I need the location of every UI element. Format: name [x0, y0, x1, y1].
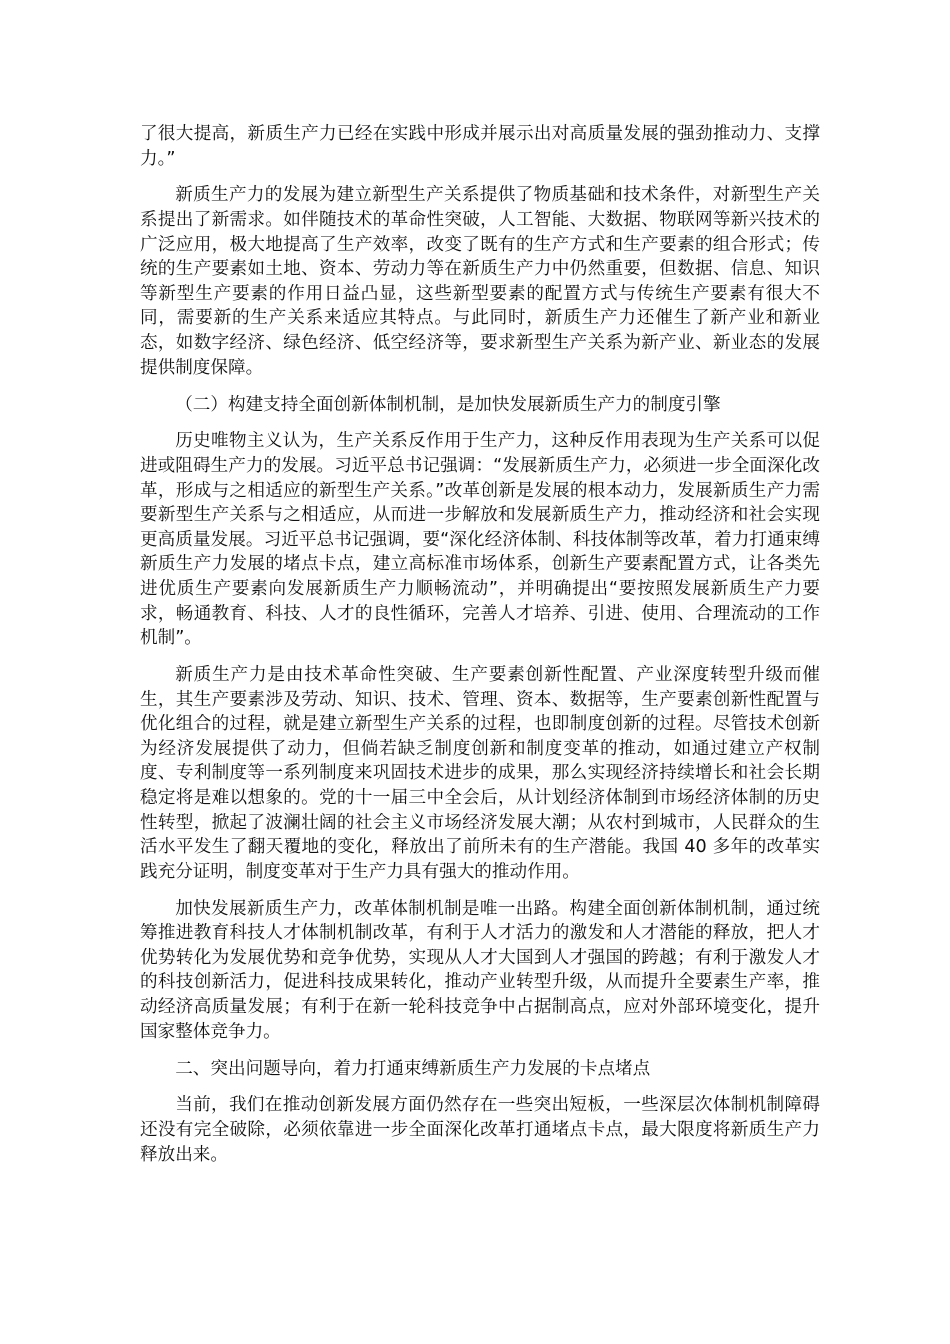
paragraph-historical-materialism: 历史唯物主义认为，生产关系反作用于生产力，这种反作用表现为生产关系可以促进或阻碍生产力的发展。习近平总书记强调：“发展新质生产力，必须进一步全面深化改革，形成与之相适应的新型生产关系。”改革创新是发展的根本动力，发展新质生产力需要新型生产关系与之相适应，从而进一步解放和发展新质生产力，推动经济和社会实现更高质量发展。习近平总书记强调，要“深化经济体制、科技体制等改革，着力打通束缚新质生产力发展的堵点卡点，建立高标准市场体系，创新生产要素配置方式，让各类先进优质生产要素向发展新质生产力顺畅流动”，并明确提出“要按照发展新质生产力要求，畅通教育、科技、人才的良性循环，完善人才培养、引进、使用、合理流动的工作机制”。: [140, 431, 820, 649]
paragraph-reform-path: 加快发展新质生产力，改革体制机制是唯一出路。构建全面创新体制机制，通过统筹推进教育科技人才体制机制改革，有利于人才活力的激发和人才潜能的释放，把人才优势转化为发展优势和竞争优势，实现从人才大国到人才强国的跨越；有利于激发人才的科技创新活力，促进科技成果转化，推动产业转型升级，从而提升全要素生产率，推动经济高质量发展；有利于在新一轮科技竞争中占据制高点，应对外部环境变化，提升国家整体竞争力。: [140, 898, 820, 1042]
paragraph-new-production-relations: 新质生产力的发展为建立新型生产关系提供了物质基础和技术条件，对新型生产关系提出了新需求。如伴随技术的革命性突破，人工智能、大数据、物联网等新兴技术的广泛应用，极大地提高了生产效率，改变了既有的生产方式和生产要素的组合形式；传统的生产要素如土地、资本、劳动力等在新质生产力中仍然重要，但数据、信息、知识等新型生产要素的作用日益凸显，这些新型要素的配置方式与传统生产要素有很大不同，需要新的生产关系来适应其特点。与此同时，新质生产力还催生了新产业和新业态，如数字经济、绿色经济、低空经济等，要求新型生产关系为新产业、新业态的发展提供制度保障。: [140, 185, 820, 378]
paragraph-current: 当前，我们在推动创新发展方面仍然存在一些突出短板，一些深层次体制机制障碍还没有完全破除，必须依靠进一步全面深化改革打通堵点卡点，最大限度将新质生产力释放出来。: [140, 1095, 820, 1165]
paragraph-continued: 了很大提高，新质生产力已经在实践中形成并展示出对高质量发展的强劲推动力、支撑力。”: [140, 124, 820, 169]
document-page: [140, 122, 820, 1180]
part-heading-2: 二、突出问题导向，着力打通束缚新质生产力发展的卡点堵点: [175, 1058, 651, 1079]
paragraph-institutional-innovation: 新质生产力是由技术革命性突破、生产要素创新性配置、产业深度转型升级而催生，其生产要素涉及劳动、知识、技术、管理、资本、数据等，生产要素创新性配置与优化组合的过程，就是建立新型生产关系的过程，也即制度创新的过程。尽管技术创新为经济发展提供了动力，但倘若缺乏制度创新和制度变革的推动，如通过建立产权制度、专利制度等一系列制度来巩固技术进步的成果，那么实现经济持续增长和社会长期稳定将是难以想象的。党的十一届三中全会后，从计划经济体制到市场经济体制的历史性转型，掀起了波澜壮阔的社会主义市场经济发展大潮；从农村到城市，人民群众的生活水平发生了翻天覆地的变化，释放出了前所未有的生产潜能。我国 40 多年的改革实践充分证明，制度变革对于生产力具有强大的推动作用。: [140, 665, 820, 882]
section-heading-2: （二）构建支持全面创新体制机制，是加快发展新质生产力的制度引擎: [175, 394, 721, 415]
